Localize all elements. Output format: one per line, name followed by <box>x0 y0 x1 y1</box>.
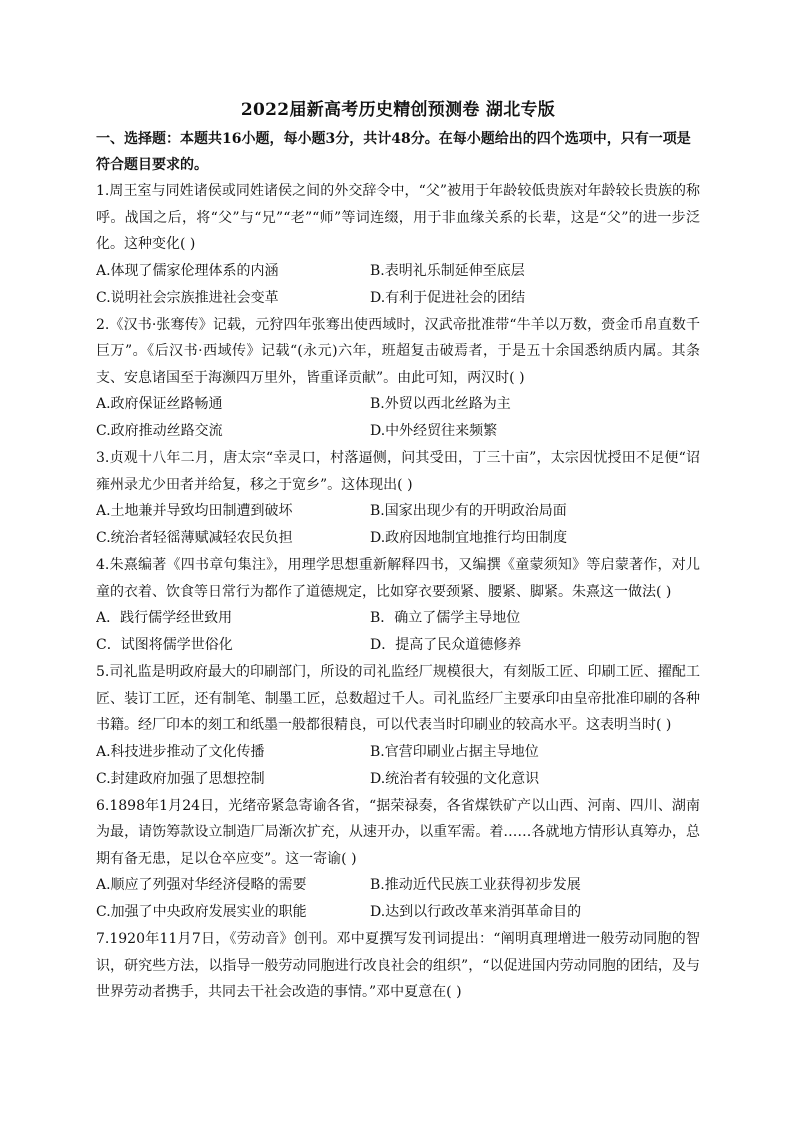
question-stem: 1.周王室与同姓诸侯或同姓诸侯之间的外交辞令中，“父”被用于年龄较低贵族对年龄较长贵族的称呼。战国之后，将“父”与“兄”“老”“师”等词连缀，用于非血缘关系的长辈，这是“父”的进一步泛化。这种变化( ) <box>96 183 700 252</box>
option-c: C.加强了中央政府发展实业的职能 <box>96 904 307 920</box>
option-d: D.政府因地制宜地推行均田制度 <box>370 530 568 546</box>
question-3 <box>96 445 700 552</box>
option-c: C．试图将儒学世俗化 <box>96 637 233 653</box>
option-d: D.统治者有较强的文化意识 <box>370 770 540 787</box>
options <box>96 391 700 445</box>
options <box>96 258 700 312</box>
question-4 <box>96 552 700 659</box>
question-1 <box>96 178 700 312</box>
option-d: D.有利于促进社会的团结 <box>370 289 526 306</box>
options <box>96 605 700 659</box>
option-d: D.达到以行政改革来消弭革命目的 <box>370 904 582 920</box>
question-6 <box>96 793 700 927</box>
option-b: B．确立了儒学主导地位 <box>370 610 521 626</box>
option-a: A.体现了儒家伦理体系的内涵 <box>96 262 279 279</box>
question-7 <box>96 926 700 1006</box>
option-a: A.政府保证丝路畅通 <box>96 396 223 412</box>
option-c: C.政府推动丝路交流 <box>96 423 223 439</box>
question-stem: 6.1898年1月24日，光绪帝紧急寄谕各省，“据荣禄奏，各省煤铁矿产以山西、河南、四川、湖南为最，请饬筹款设立制造厂局渐次扩充，从速开办，以重军需。着……各就地方情形认真筹办，总期有备无患，足以仓卒应变”。这一寄谕( ) <box>96 797 700 867</box>
options <box>96 498 700 552</box>
section-heading: 一、选择题：本题共16小题，每小题3分，共计48分。在每小题给出的四个选项中，只有一项是符合题目要求的。 <box>96 131 691 173</box>
option-a: A.科技进步推动了文化传播 <box>96 743 265 760</box>
exam-title: 2022届新高考历史精创预测卷 湖北专版 <box>240 100 556 120</box>
options <box>96 739 700 793</box>
option-a: A.土地兼并导致均田制遭到破坏 <box>96 503 293 519</box>
question-stem: 3.贞观十八年二月，唐太宗“幸灵口，村落逼侧，问其受田，丁三十亩”，太宗因忧授田不足便“诏雍州录尤少田者并给复，移之于宽乡”。这体现出( ) <box>96 450 700 493</box>
option-b: B.国家出现少有的开明政治局面 <box>370 503 567 519</box>
option-b: B.官营印刷业占据主导地位 <box>370 743 539 760</box>
option-d: D．提高了民众道德修养 <box>370 637 522 653</box>
option-d: D.中外经贸往来频繁 <box>370 423 498 439</box>
question-5 <box>96 659 700 793</box>
option-c: C.封建政府加强了思想控制 <box>96 770 265 787</box>
question-stem: 5.司礼监是明政府最大的印刷部门，所设的司礼监经厂规模很大，有刻版工匠、印刷工匠、擢配工匠、装订工匠，还有制笔、制墨工匠，总数超过千人。司礼监经厂主要承印由皇帝批准印刷的各种书籍。经厂印本的刻工和纸墨一般都很精良，可以代表当时印刷业的较高水平。这表明当时( ) <box>96 664 700 733</box>
question-2 <box>96 312 700 446</box>
question-stem: 4.朱熹编著《四书章句集注》，用理学思想重新解释四书，又编撰《童蒙须知》等启蒙著作，对儿童的衣着、饮食等日常行为都作了道德规定，比如穿衣要颈紧、腰紧、脚紧。朱熹这一做法( ) <box>96 557 700 600</box>
question-stem: 2.《汉书·张骞传》记载，元狩四年张骞出使西域时，汉武帝批准带“牛羊以万数，赍金币帛直数千巨万”。《后汉书·西域传》记载“(永元)六年，班超复击破焉者，于是五十余国悉纳质内属。其条支、安息诸国至于海濒四万里外，皆重译贡献”。由此可知，两汉时( ) <box>96 316 700 386</box>
question-stem: 7.1920年11月7日，《劳动音》创刊。邓中夏撰写发刊词提出：“阐明真理增进一般劳动同胞的智识，研究些方法，以指导一般劳动同胞进行改良社会的组织”，“以促进国内劳动同胞的团结，及与世界劳动者携手，共同去干社会改造的事情。”邓中夏意在( ) <box>96 931 700 1000</box>
option-b: B.推动近代民族工业获得初步发展 <box>370 877 581 893</box>
option-b: B.表明礼乐制延伸至底层 <box>370 262 525 279</box>
option-b: B.外贸以西北丝路为主 <box>370 396 511 412</box>
option-c: C.说明社会宗族推进社会变革 <box>96 289 279 306</box>
option-c: C.统治者轻徭薄赋减轻农民负担 <box>96 530 293 546</box>
exam-page <box>96 96 700 1006</box>
option-a: A.顺应了列强对华经济侵略的需要 <box>96 877 307 893</box>
options <box>96 872 700 926</box>
option-a: A．践行儒学经世致用 <box>96 610 233 626</box>
